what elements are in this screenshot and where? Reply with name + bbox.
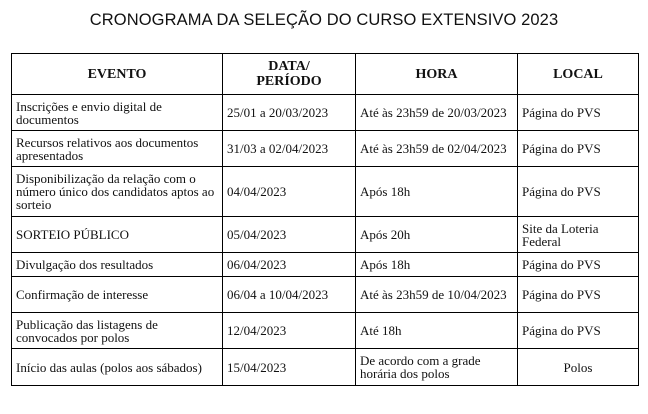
cell-hora: Até às 23h59 de 02/04/2023 xyxy=(356,131,518,167)
table-row xyxy=(12,349,639,386)
cell-local: Página do PVS xyxy=(518,253,639,277)
header-local: LOCAL xyxy=(518,54,639,95)
cell-data: 05/04/2023 xyxy=(223,217,356,253)
cell-data: 25/01 a 20/03/2023 xyxy=(223,95,356,131)
cell-evento: Disponibilização da relação com o número único dos candidatos aptos ao sorteio xyxy=(12,167,223,217)
table-row xyxy=(12,131,639,167)
cell-evento: Divulgação dos resultados xyxy=(12,253,223,277)
cell-evento: Início das aulas (polos aos sábados) xyxy=(12,349,223,386)
cell-evento: Recursos relativos aos documentos apresentados xyxy=(12,131,223,167)
header-evento: EVENTO xyxy=(12,54,223,95)
table-row xyxy=(12,95,639,131)
document-title: CRONOGRAMA DA SELEÇÃO DO CURSO EXTENSIVO 2023 xyxy=(89,11,559,29)
cell-data: 04/04/2023 xyxy=(223,167,356,217)
cell-data: 06/04/2023 xyxy=(223,253,356,277)
header-data-line2: PERÍODO xyxy=(256,74,322,89)
cell-hora: Até às 23h59 de 20/03/2023 xyxy=(356,95,518,131)
header-hora: HORA xyxy=(356,54,518,95)
table-row xyxy=(12,217,639,253)
header-data-line1: DATA/ xyxy=(268,59,310,74)
cell-hora: Após 18h xyxy=(356,253,518,277)
cell-evento: Inscrições e envio digital de documentos xyxy=(12,95,223,131)
cell-data: 06/04 a 10/04/2023 xyxy=(223,277,356,313)
cell-hora: Após 18h xyxy=(356,167,518,217)
cell-hora: Após 20h xyxy=(356,217,518,253)
cell-local: Página do PVS xyxy=(518,167,639,217)
cell-evento: SORTEIO PÚBLICO xyxy=(12,217,223,253)
table-row xyxy=(12,167,639,217)
table-row xyxy=(12,253,639,277)
cell-evento: Confirmação de interesse xyxy=(12,277,223,313)
cell-local: Polos xyxy=(518,349,639,386)
cell-local: Página do PVS xyxy=(518,95,639,131)
cell-local: Página do PVS xyxy=(518,277,639,313)
cell-data: 31/03 a 02/04/2023 xyxy=(223,131,356,167)
table-header-row xyxy=(12,54,639,95)
table-row xyxy=(12,277,639,313)
cell-local: Página do PVS xyxy=(518,131,639,167)
header-data-periodo xyxy=(223,54,356,95)
cell-hora: Até às 23h59 de 10/04/2023 xyxy=(356,277,518,313)
cell-data: 15/04/2023 xyxy=(223,349,356,386)
cell-local: Site da Loteria Federal xyxy=(518,217,639,253)
cell-hora: Até 18h xyxy=(356,313,518,349)
cell-hora: De acordo com a grade horária dos polos xyxy=(356,349,518,386)
schedule-table xyxy=(11,53,639,386)
cell-evento: Publicação das listagens de convocados por polos xyxy=(12,313,223,349)
table-row xyxy=(12,313,639,349)
cell-local: Página do PVS xyxy=(518,313,639,349)
cell-data: 12/04/2023 xyxy=(223,313,356,349)
